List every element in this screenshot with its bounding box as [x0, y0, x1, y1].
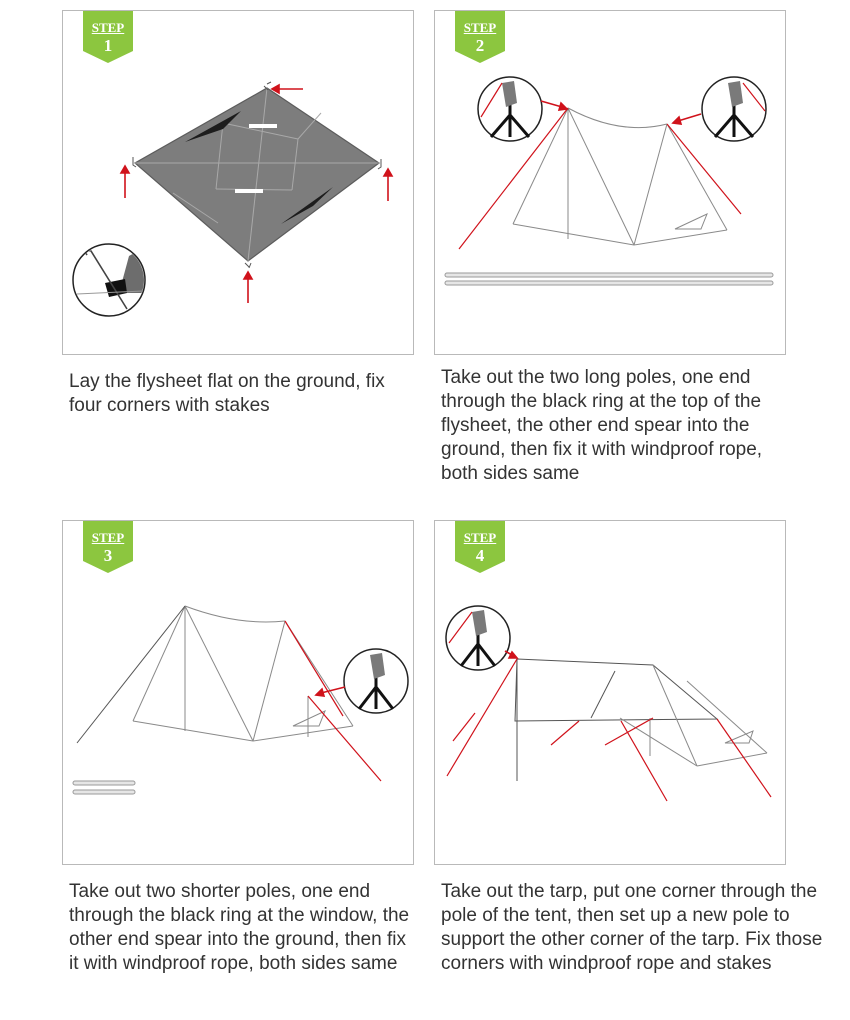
step-badge-number: 1 [103, 36, 113, 55]
step-1-panel [62, 10, 414, 355]
step-badge-label: STEP [91, 20, 125, 35]
step-badge-number: 3 [103, 546, 113, 565]
step-3-caption: Take out two shorter poles, one end through the black ring at the window, the other end spear into the ground, then fix it with windproof rope, both sides same [69, 881, 410, 974]
step-3-panel [62, 520, 414, 865]
step-1-badge [83, 11, 133, 63]
step-badge-number: 4 [475, 546, 485, 565]
step-badge-label: STEP [463, 20, 497, 35]
step-badge-label: STEP [91, 530, 125, 545]
step-badge-label: STEP [463, 530, 497, 545]
step-badge-number: 2 [475, 36, 485, 55]
step-2-badge [455, 11, 505, 63]
step-4-caption: Take out the tarp, put one corner through the pole of the tent, then set up a new pole to support the other corner of the tarp. Fix those corners with windproof rope and stakes [441, 881, 823, 974]
step-2-panel [434, 10, 786, 355]
step-4-panel [434, 520, 786, 865]
step-4-badge [455, 521, 505, 573]
step-1-caption: Lay the flysheet flat on the ground, fix four corners with stakes [69, 371, 385, 416]
step-3-badge [83, 521, 133, 573]
step-2-caption: Take out the two long poles, one end through the black ring at the top of the flysheet, the other end spear into the ground, then fix it with windproof rope, both sides same [441, 367, 763, 484]
